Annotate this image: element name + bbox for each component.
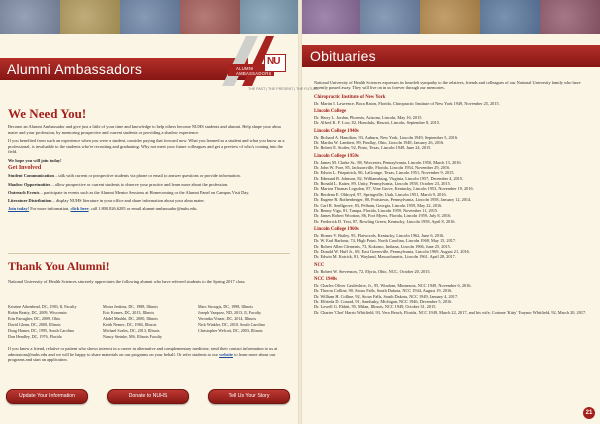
obituary-entry: Dr. Theron Colline, 90, Sioux Falls, South Dakota, NCC 1944, August 19, 2016. bbox=[314, 288, 453, 294]
obituary-entry: Dr. James Robert Wootton, 86, Fort Myers, Florida, Lincoln 1959, July 8, 2016. bbox=[314, 213, 452, 219]
logo-alumni-text: ALUMNI bbox=[236, 66, 254, 71]
alumni-ambassadors-header-bar bbox=[0, 58, 248, 80]
alumni-name: Michael Scales, DC, 2013, Illinois bbox=[103, 328, 160, 334]
alumni-name: Joseph Vazquez, ND, 2013, Il, Faculty bbox=[198, 310, 262, 316]
obituary-group-heading: Lincoln College bbox=[314, 109, 347, 115]
obituary-group-heading: Chiropractic Institute of New York bbox=[314, 94, 386, 100]
obituaries-header-bar bbox=[302, 45, 600, 67]
logo-nu: NU bbox=[267, 56, 280, 67]
obituary-entry: Dr. Ronald L. Kaiter, 89, Unity, Pennsylvania, Lincoln 1958, October 23, 2015. bbox=[314, 181, 451, 187]
obituary-group bbox=[314, 154, 594, 224]
obituary-group bbox=[314, 227, 594, 260]
obituary-entry: Dr. Donald W. Huff Jr., 69, East Greenville, Pennsylvania, Lincoln 1969, August 21, 2016. bbox=[314, 248, 470, 254]
obituary-entry: Dr. Harry L. Jordan, Phoenix, Arizona, Lincoln, May 16, 2015. bbox=[314, 115, 423, 121]
banner-swatch bbox=[180, 0, 241, 34]
alumni-column-2 bbox=[103, 304, 162, 341]
obituary-entry: Dr. John W. Fore, 85, Jacksonville, Florida, Lincoln 1954, November 29, 2016. bbox=[314, 165, 451, 171]
obituary-entry: Dr. James M. Clarke Sr., 88, Worcester, Pennsylvania, Lincoln 1950, March 13, 2016. bbox=[314, 159, 462, 165]
alumni-name: Kristine Aikenhead, DC, 1983, Il, Faculty bbox=[8, 304, 77, 309]
banner-swatch bbox=[300, 0, 361, 34]
obituary-group-heading: Lincoln College 1950s bbox=[314, 153, 359, 159]
obituary-entry: Dr. Robert E. Stotler, 92, Pinto, Texas, Lincoln 1949, June 24, 2015. bbox=[314, 145, 432, 151]
we-need-you-body bbox=[8, 124, 290, 214]
obituary-group-heading: NCC bbox=[314, 262, 325, 268]
obituary-group bbox=[314, 129, 594, 151]
tell-your-story-button[interactable]: Tell Us Your Story bbox=[208, 389, 290, 404]
alumni-name: Abdel Mashhi, DC, 2000, Illinois bbox=[103, 316, 158, 322]
website-link[interactable]: website bbox=[219, 351, 233, 357]
alumni-name: Eric Komes, DC, 2013, Illinois bbox=[103, 310, 155, 316]
banner-swatch bbox=[480, 0, 541, 34]
logo-tagline: THE PAST | THE PRESENT | THE FUTURE bbox=[248, 87, 319, 91]
obituary-entry: Dr. Benny Vigo, 81, Tampa, Florida, Lincoln 1959, November 11, 2015. bbox=[314, 207, 439, 213]
obituary-group bbox=[314, 263, 594, 274]
paragraph: If you benefited from such an experience when you were a student, consider paying that forward now. What you learned as a student and what you know as a professional, is invaluable to the students who're recruiting and graduating. Why not meet your future colleagues and get a preview of who's coming into the field. bbox=[8, 137, 285, 155]
update-information-button[interactable]: Update Your Information bbox=[6, 389, 88, 404]
thank-you-intro bbox=[8, 279, 290, 287]
obituary-group bbox=[314, 277, 594, 315]
section-title: Obituaries bbox=[310, 48, 376, 64]
section-divider bbox=[8, 253, 290, 254]
alumni-column-1 bbox=[8, 304, 77, 341]
banner-swatch bbox=[360, 0, 421, 34]
obituary-entry: Dr. Eugene R. Rothenberger, 80, Pottstown, Pennsylvania, Lincoln 1958, January 12, 2014. bbox=[314, 197, 472, 203]
obituaries-body bbox=[314, 80, 594, 318]
banner-swatch bbox=[240, 0, 301, 34]
item-text: – allow prospective or current students to observe your practice and learn more about the profession. bbox=[50, 181, 229, 187]
alumni-name: Doug Hamer, DC, 1995, South Carolina bbox=[8, 328, 74, 334]
obituary-entry: Dr. Robert Allen Clements, 73, Kokomo, Indiana, Lincoln 1966, June 25, 2015. bbox=[314, 243, 451, 249]
item-text: – talk with current or prospective students via phone or email to answer questions or provide information. bbox=[54, 173, 241, 179]
obituaries-intro: National University of Health Sciences expresses its heartfelt sympathy to the relatives, friends and colleagues of our National University family who have recently passed away. They will live on in us forever through our memories. bbox=[314, 80, 581, 91]
alumni-name: Don Hendley, DC, 1976, Florida bbox=[8, 334, 62, 340]
obituary-entry: Dr. Berdena E. Oldroyd, 97, Springville, Utah, Lincoln 1951, March 9, 2016. bbox=[314, 191, 447, 197]
get-involved-heading: Get Involved bbox=[8, 164, 42, 171]
obituary-entry: Dr. Marion Thomas Logsdon, 87, Vine Grove, Kentucky, Lincoln 1953, November 19, 2016. bbox=[314, 186, 474, 192]
alumni-name: Christopher Welcott, DC, 2003, Illinois bbox=[198, 328, 263, 334]
obituary-entry: Dr. Charter 'Chet' Harris Whitfield, 93, Vero Beach, Florida, NCC 1949, March 22, 2017, and his wife, Corinne 'Kitty' Traynor Whitfield, 92, March 20, 2017. bbox=[314, 309, 587, 315]
section-title: Alumni Ambassadors bbox=[7, 61, 143, 77]
obituary-entry: Dr. Martha W. Lambert, 89, Findlay, Ohio, Lincoln 1948, January 26, 2016. bbox=[314, 140, 445, 146]
obituary-group-heading: NCC 1940s bbox=[314, 276, 338, 282]
involvement-item bbox=[8, 182, 290, 188]
paragraph: National University of Health Sciences sincerely appreciates the following alumni who have referred students to the Spring 2017 class: bbox=[8, 279, 246, 284]
obituary-group-heading: Lincoln College 1940s bbox=[314, 128, 359, 134]
click-here-link[interactable]: click here bbox=[70, 206, 89, 212]
obituary-entry: Dr. W. Earl Barbour, 74, High Point, North Carolina, Lincoln 1968, May 15, 2017. bbox=[314, 238, 457, 244]
closing-text-b: to learn more about our programs and start an application. bbox=[8, 351, 276, 363]
referral-paragraph bbox=[8, 346, 290, 366]
join-mid-text: For more information, bbox=[29, 206, 71, 212]
item-label: Literature Distribution bbox=[8, 198, 52, 204]
involvement-item bbox=[8, 173, 290, 179]
donate-button[interactable]: Donate to NUHS bbox=[107, 389, 189, 404]
alumni-name: Veronika Vinzer, DC, 2014, Illinois bbox=[198, 316, 257, 322]
item-label: Student Communication bbox=[8, 173, 54, 179]
page-number: 21 bbox=[583, 407, 595, 419]
cta-text: We hope you will join today! bbox=[8, 157, 62, 163]
alumni-column-3 bbox=[198, 304, 265, 334]
obituary-group-heading: Lincoln College 1960s bbox=[314, 226, 359, 232]
obituary-entry: Dr. Elfrieda D. Conrad, 91, Sandusky, Michigan, NCC 1946, December 5, 2016. bbox=[314, 298, 453, 304]
obituary-entry: Dr. Alfred K. F. Low, 82, Honolulu, Hawaii, Lincoln, September 8, 2015. bbox=[314, 120, 440, 126]
banner-swatch bbox=[420, 0, 481, 34]
alumni-name: Erin Farrugher, DC, 2009, Ohio bbox=[8, 316, 61, 322]
obituary-entry: Dr. Lowell G. Ebbitt, 95, Milan, Illinois, NCC 1949, October 31, 2015. bbox=[314, 304, 437, 310]
obituary-entry: Dr. Charles Oliver Castleshire, Jr., 95, Windom, Minnesota, NCC 1949, November 6, 2016. bbox=[314, 282, 472, 288]
nu-logo-box bbox=[264, 54, 286, 72]
banner-swatch bbox=[120, 0, 181, 34]
obituary-entry: Dr. Edwin M. Kotrick, 81, Wayland, Massachusetts, Lincoln 1961, April 28, 2017. bbox=[314, 254, 456, 260]
action-buttons bbox=[6, 389, 292, 409]
involvement-item bbox=[8, 190, 290, 196]
left-page bbox=[0, 34, 319, 424]
paragraph bbox=[8, 346, 290, 363]
join-line bbox=[8, 206, 290, 212]
alumni-name: Nancy Steinke, MS, Illinois Faculty bbox=[103, 334, 162, 340]
banner-swatch bbox=[540, 0, 600, 34]
obituary-entry: Dr. William H. Colline, 92, Sioux Falls, South Dakota, NCC 1949, January 4, 2017. bbox=[314, 293, 459, 299]
alumni-name: Nick Winkler, DC, 2010, South Carolina bbox=[198, 322, 265, 328]
obituary-entry: Dr. Homer V. Bailey, 95, Flatwoods, Kentucky, Lincoln 1962, June 6, 2016. bbox=[314, 232, 445, 238]
obituary-group bbox=[314, 95, 594, 106]
alumni-name: Marc Strougis, DC, 1998, Illinois bbox=[198, 304, 253, 309]
banner-swatch bbox=[60, 0, 121, 34]
we-need-you-heading: We Need You! bbox=[8, 106, 87, 121]
alumni-name: David Glenn, DC, 2000, Illinois bbox=[8, 322, 61, 328]
join-rest-text: , call 1.800.826.6285 or email alumni-ambassador@nuhs.edu. bbox=[88, 206, 198, 212]
involvement-item bbox=[8, 198, 290, 204]
item-text: – participate in events such as the Alumni Mentor Sessions at Homecoming or the Alumni Panel on Campus Visit Day. bbox=[39, 189, 250, 195]
logo-ambassadors-text: AMBASSADORS bbox=[236, 71, 272, 76]
closing-text-a: If you know a friend, relative or patient who shows interest in a career in alternative and complementary medicine, send their contact information to us at admissions@nuhs.edu and we will be happy to share materials on our programs on your behalf. Or refer students to our bbox=[8, 346, 278, 357]
item-label: Outreach Events bbox=[8, 189, 40, 195]
alumni-name: Keith Nemec, DC, 1984, Illinois bbox=[103, 322, 157, 328]
banner-swatch bbox=[0, 0, 61, 34]
paragraph: Become an Alumni Ambassador and give just a little of your time and knowledge to help others become NUHS students and alumni. Help shape your alma mater and your profession, by mentoring prospective and current students or providing a shadow experience. bbox=[8, 124, 281, 135]
obituary-entry: Dr. Martin I. Lawrence, Boca Raton, Florida, Chiropractic Institute of New York 1949, November 25, 2015. bbox=[314, 100, 500, 106]
obituary-entry: Dr. Edwin L. Fitzpatrick, 86, LaGrange, Texas, Lincoln 1951, November 9, 2015. bbox=[314, 170, 455, 176]
obituary-entry: Dr. Richard A. Hamilton, 93, Auburn, New York, Lincoln 1949, September 5, 2016. bbox=[314, 134, 459, 140]
thank-you-heading: Thank You Alumni! bbox=[8, 259, 110, 273]
alumni-ambassadors-logo bbox=[220, 36, 319, 92]
alumni-name: Moira Jenkins, DC, 1988, Illinois bbox=[103, 304, 158, 309]
obituary-entry: Dr. Edmund R. Johnson, 82, Williamsburg, Virginia, Lincoln 1957, December 4, 2015. bbox=[314, 175, 464, 181]
obituary-entry: Dr. Carl R. Snellgrove, 83, Pelham, Georgia, Lincoln 1959, May 22, 2016. bbox=[314, 202, 443, 208]
join-today-link[interactable]: Join today! bbox=[8, 206, 30, 212]
right-page bbox=[302, 34, 600, 424]
item-text: – display NUHS literature in your office and share information about your alma mater. bbox=[51, 198, 205, 204]
obituary-entry: Dr. Robert W. Stevenson, 72, Elyria, Ohio, NCC, October 20, 2015. bbox=[314, 268, 431, 274]
obituary-entry: Dr. Frederick D. Yost, 87, Bowling Green, Kentucky, Lincoln 1958, April 8, 2016. bbox=[314, 218, 456, 224]
alumni-name: Robin Beatty, DC, 2009, Wisconsin bbox=[8, 310, 67, 316]
item-label: Shadow Opportunities bbox=[8, 181, 51, 187]
obituary-group bbox=[314, 109, 594, 126]
